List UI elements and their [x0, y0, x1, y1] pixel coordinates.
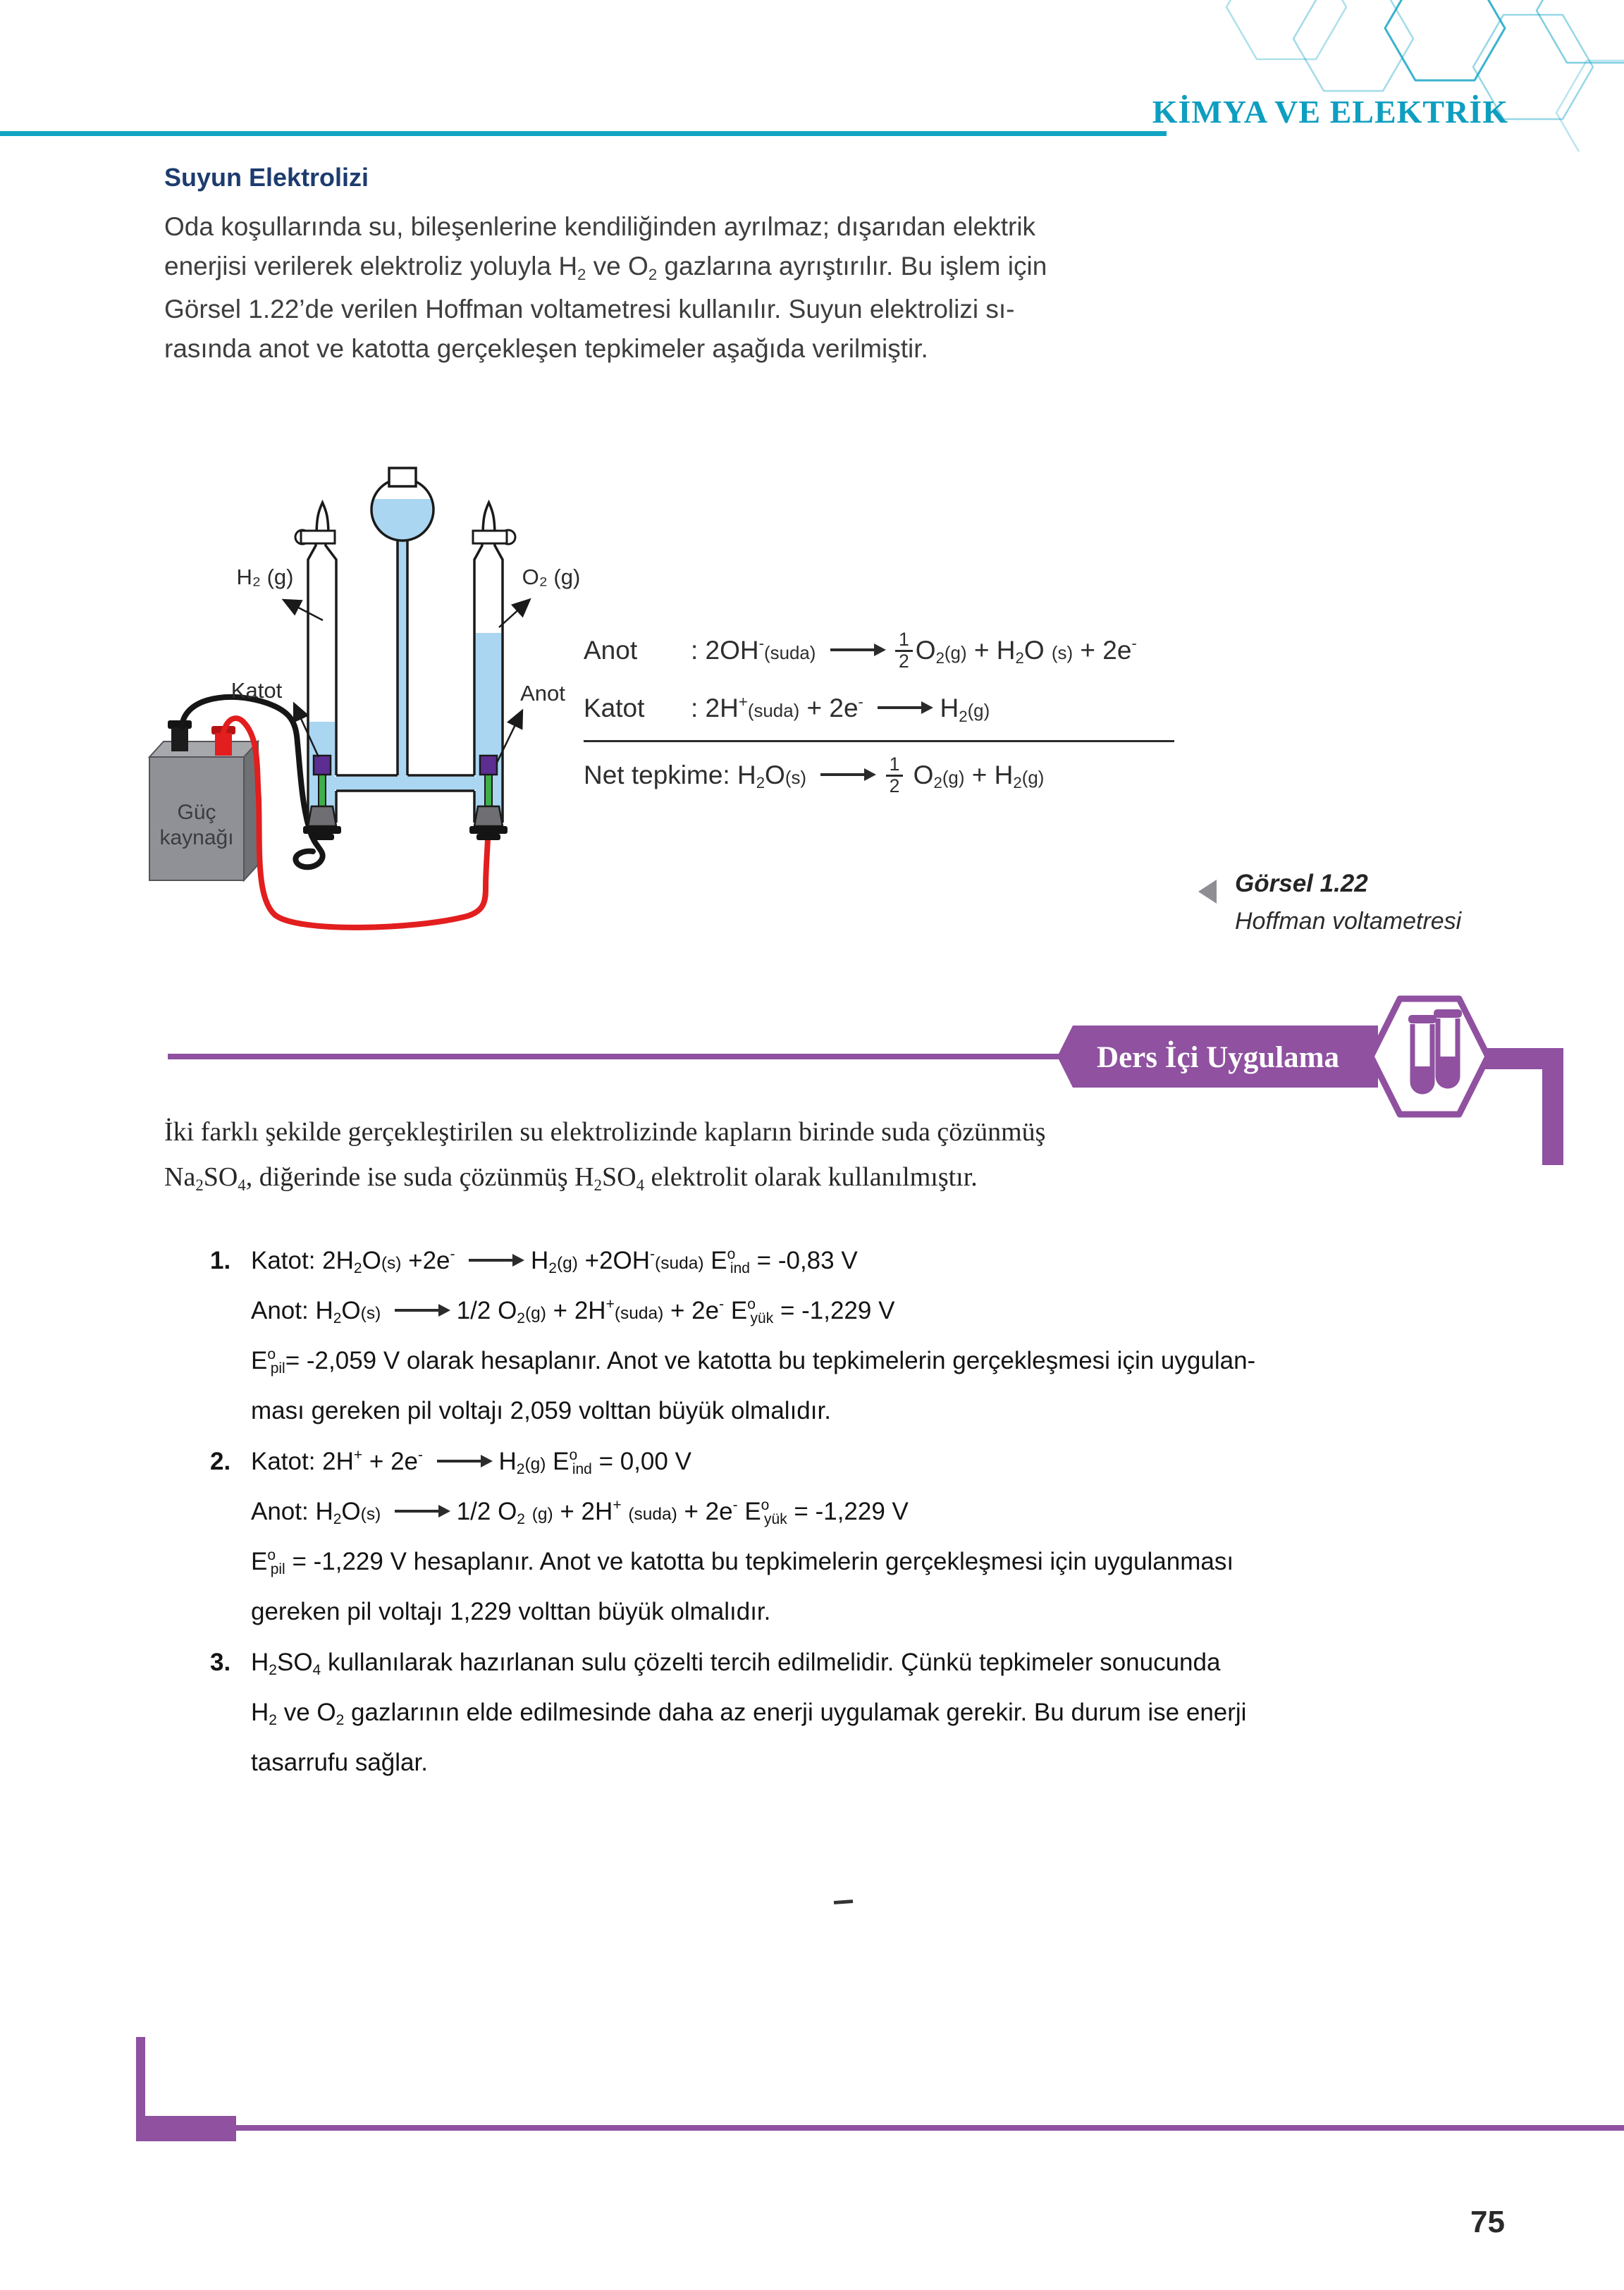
katot-label: Katot [230, 678, 283, 703]
item2-anode-equation: Anot: $H_2O(s)$ 1/2 $O_2$ (g) + 2H+ (suda) + 2e- $E^o_{yük} = -1,229$ V [251, 1497, 909, 1528]
electrode-reactions [584, 622, 1232, 804]
reaction-sum-rule [584, 740, 1174, 742]
anode-reaction-formula: : 2OH-(suda) $\frac{1}{2}$ $O_2(g) + H_2O$ (s) + 2e- [691, 628, 1137, 672]
net-reaction-formula: Net tepkime: $H_2O(s)$ $\frac{1}{2}$ $O_2(g) + H_2(g)$ [584, 753, 1045, 796]
section-heading: Suyun Elektrolizi [164, 163, 369, 192]
item-content [251, 1639, 1458, 1786]
footer-corner-bar-foot [136, 2116, 236, 2141]
chapter-title: KİMYA VE ELEKTRİK [1152, 94, 1508, 130]
o2-gas-label: O₂ (g) [522, 565, 581, 589]
banner-label: Ders İçi Uygulama [1097, 1041, 1339, 1074]
power-supply-label-line2: kaynağı [159, 826, 234, 849]
bulb-neck [389, 468, 416, 486]
anode-reaction-row [584, 622, 1232, 679]
item-number: 1. [210, 1247, 231, 1274]
anode-wire [223, 718, 488, 928]
stray-dash-mark [834, 1900, 853, 1904]
cathode-reaction-label: Katot [584, 694, 645, 722]
list-item-3 [210, 1639, 1458, 1786]
cathode-reaction-formula: : 2H+(suda) + 2e- $H_2(g)$ [691, 692, 990, 725]
caption-arrow-icon [1198, 880, 1217, 904]
item2-explanation: $E^o_{pil} = -1,229$ V hesaplanır. Anot ve katotta bu tepkimelerin gerçekleşmesi için uygulanması gereken pil voltajı 1,229 volttan büyük olmalıdır. [251, 1547, 1234, 1625]
anode-reaction-label: Anot [584, 636, 638, 665]
h2-gas-label: H₂ (g) [236, 565, 294, 589]
page-number: 75 [1470, 2205, 1505, 2239]
section-intro-paragraph: Oda koşullarında su, bileşenlerine kendiliğinden ayrılmaz; dışarıdan elektrik enerjisi verilerek elektroliz yoluyla $H_2$ ve $O_2$ gazlarına ayrıştırılır. Bu işlem için Görsel 1.22’de verilen Hoffman voltametresi kullanılır. Suyun elektrolizi sı- rasında anot ve katotta gerçekleşen tepkimeler aşağıda verilmiştir. [164, 212, 1047, 363]
item3-explanation: $H_2SO_4$ kullanılarak hazırlanan sulu çözelti tercih edilmelidir. Çünkü tepkimeler sonucunda $H_2$ ve $O_2$ gazlarının elde edilmesinde daha az enerji uygulamak gerekir. Bu durum ise enerji tasarrufu sağlar. [251, 1649, 1247, 1776]
item-content [251, 1439, 1458, 1635]
figure-caption-subtitle: Hoffman voltametresi [1235, 908, 1462, 935]
item1-cathode-equation: Katot: $2H_2O(s) +2e^-$ $H_2(g)$ +2OH-(suda) $E^o_{ind} = -0,83$ V [251, 1246, 858, 1277]
item-number: 2. [210, 1448, 231, 1475]
water-fill [309, 499, 501, 820]
banner-corner-bar [1542, 1048, 1563, 1165]
item1-anode-equation: Anot: $H_2O(s)$ 1/2 $O_2(g)$ + 2H+(suda) + 2e- $E^o_{yük} = -1,229$ V [251, 1296, 895, 1327]
anot-label: Anot [520, 681, 565, 706]
item1-explanation: $E^o_{pil}= -2,059$ V olarak hesaplanır. Anot ve katotta bu tepkimelerin gerçekleşmesi için uygulan- ması gereken pil voltajı 2,059 volttan büyük olmalıdır. [251, 1346, 1256, 1424]
footer-rule [233, 2125, 1624, 2131]
cathode-reaction-row [584, 679, 1232, 737]
power-supply [149, 720, 258, 880]
activity-intro-paragraph: İki farklı şekilde gerçekleştirilen su elektrolizinde kapların birinde suda çözünmüş $Na_2SO_4$, diğerinde ise suda çözünmüş $H_2SO_4$ elektrolit olarak kullanılmıştır. [164, 1117, 1046, 1194]
list-item-2 [210, 1439, 1458, 1635]
power-supply-label-line1: Güç [177, 801, 216, 824]
item-content [251, 1238, 1458, 1434]
activity-divider-line [168, 1054, 1066, 1059]
hoffman-voltameter-diagram [127, 438, 592, 1009]
activity-list [210, 1238, 1458, 1790]
net-reaction-row [584, 746, 1232, 804]
item2-cathode-equation: Katot: 2H+ + 2e- $H_2(g) E^o_{ind} = 0,00$ V [251, 1447, 691, 1478]
item-number: 3. [210, 1649, 231, 1676]
figure-caption-title: Görsel 1.22 [1235, 870, 1368, 897]
header-rule [0, 131, 1167, 136]
list-item-1 [210, 1238, 1458, 1434]
